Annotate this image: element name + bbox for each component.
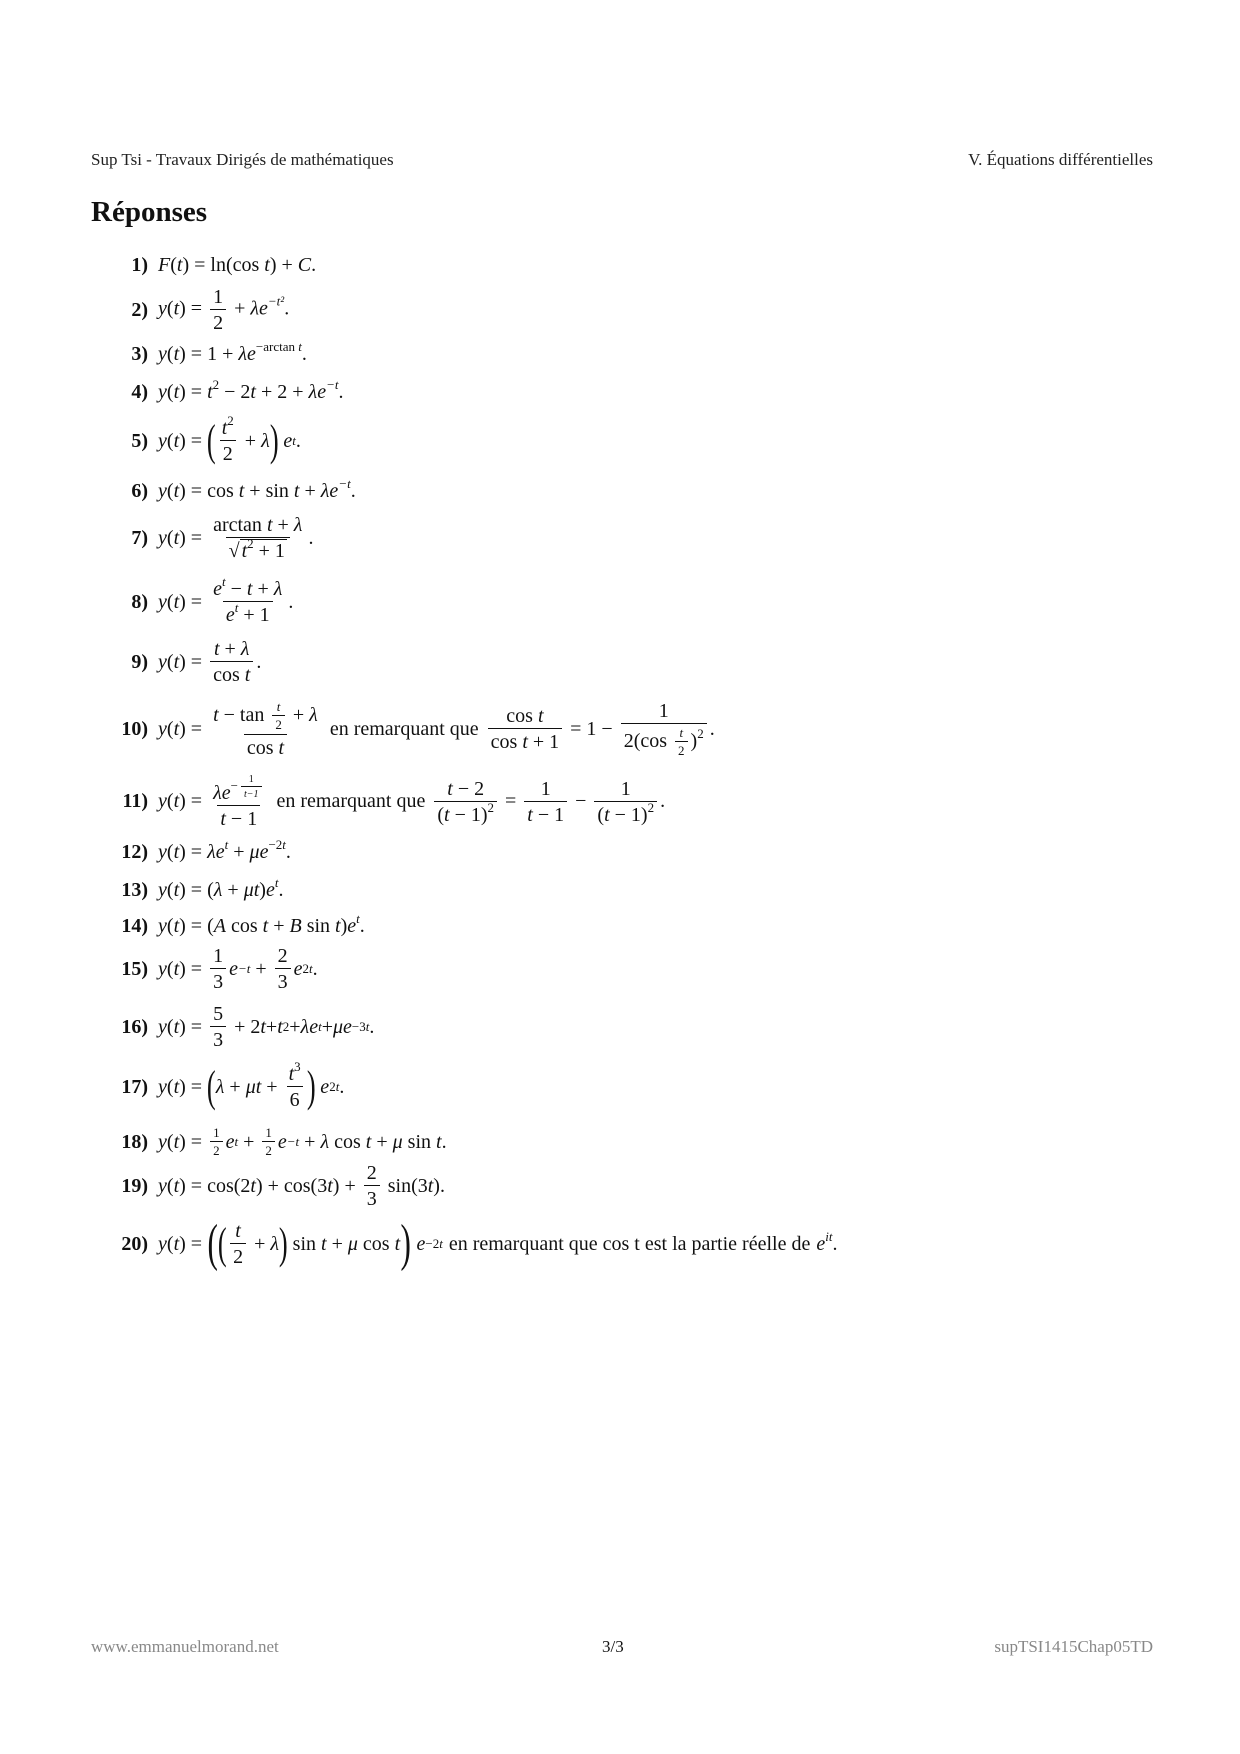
footer-page-number: 3/3 [602,1637,624,1656]
answer-7 [100,514,313,562]
answer-number: 1) [131,254,148,276]
answer-number: 11) [122,790,148,813]
answer-6 [100,476,356,503]
header-course-title: Sup Tsi - Travaux Dirigés de mathématiques [91,150,394,169]
answer-expression: $y(t) = \lambda e^t + \mu e^{-2t}$. [158,837,291,863]
remark-expression: $\frac{t - 2}{(t - 1)^2}$ = $\frac{1}{t - 1}$ − $\frac{1}{(t - 1)^2}$ . [431,778,665,826]
answer-number: 9) [131,650,148,673]
remark-label: en remarquant que [276,790,426,813]
remark-label: en remarquant que cos t est la partie réelle de [448,1232,811,1255]
answer-5 [100,413,301,465]
answer-number: 10) [121,717,148,740]
answer-13 [100,875,284,902]
remark-expression: $e^{it}$. [816,1228,838,1255]
answer-expression: $y(t) = t^2 - 2t + 2 + \lambda e^{-t}$. [158,377,344,403]
answer-number: 8) [131,590,148,613]
answer-expression: $y(t) = 1 + \lambda e^{-arctan t}$. [158,339,307,365]
answer-1 [100,254,316,277]
answer-8 [100,574,294,626]
answer-10 [100,700,715,759]
answer-expression: y ( t ) = $\frac{t + \lambda}{\text{cos t}}$ . [158,638,262,686]
answer-number: 20) [121,1232,148,1255]
answer-expression: $y(t) = (\lambda + \mu t)e^t$. [158,875,284,901]
answer-expression: y ( t ) = t − tan $\frac{t}{2}$ + λ cos t [158,699,318,759]
page-title: Réponses [91,196,208,228]
answer-14 [100,911,365,938]
answer-11 [100,774,665,830]
answer-19 [100,1162,445,1210]
answer-9 [100,638,261,686]
answer-number: 16) [121,1015,148,1038]
answer-number: 19) [121,1174,148,1197]
answer-17 [100,1059,345,1111]
answer-number: 13) [121,879,148,901]
header-chapter-title: V. Équations différentielles [968,150,1153,169]
answer-number: 7) [131,526,148,549]
remark-label: en remarquant que [329,717,479,740]
answer-16 [100,1003,374,1051]
answer-expression: y ( t ) = ( $\frac{t^2}{2}$ + λ ) e t . [158,413,301,465]
answer-expression: y ( t ) = $\frac{e^t - t + \lambda}{e^t + 1}$ . [158,574,294,626]
answer-number: 14) [121,915,148,937]
footer-document-id: supTSI1415Chap05TD [994,1637,1153,1656]
answer-number: 2) [131,298,148,321]
answer-expression: y ( t ) = cos(2 t ) + cos(3 t ) + $\frac{2}{3}$ sin(3 t ). [158,1162,445,1210]
answer-number: 3) [131,343,148,365]
answer-expression: y ( t ) = ( λ + μt + $\frac{t^3}{6}$ ) e 2t . [158,1059,345,1111]
answer-expression: $y(t) = \cos t + \sin t + \lambda e^{-t}$. [158,476,356,502]
answer-number: 4) [131,381,148,403]
answer-number: 15) [121,957,148,980]
answer-expression: y(t) = (A cos t + B $\sin t)e^t$. [158,911,365,937]
answer-expression: y ( t ) = $\frac{1}{3}$ e −t + $\frac{2}{3}$ e 2t . [158,945,318,993]
answer-18 [100,1126,447,1159]
footer-website: www.emmanuelmorand.net [91,1637,279,1656]
answer-number: 5) [131,429,148,452]
answer-expression: y ( t ) = $\frac{5}{3}$ + 2 t + t 2 + λe t + μe −3t . [158,1003,375,1051]
answer-number: 6) [131,480,148,502]
answer-expression: y ( t ) = ( ( $\frac{t}{2}$ + λ ) sin t + μ cos t ) e −2t [158,1215,443,1272]
answer-expression: y ( t ) = $\lambda e^{- \frac{1}{t-1}}$ t − 1 [158,774,271,830]
answer-number: 12) [121,841,148,863]
answer-3 [100,339,307,366]
remark-expression: $\frac{\text{cos t}}{\text{cos t + 1}}$ = 1 − 1 2(cos $\frac{t}{2}$ )$^2$ . [485,700,715,759]
answer-15 [100,945,318,993]
answer-12 [100,837,291,864]
answer-number: 18) [121,1130,148,1153]
answer-expression: y ( t ) = $\frac{\text{arctan t + λ}}{√ t^2 + 1}$ . [158,514,314,562]
answer-number: 17) [121,1075,148,1098]
answer-expression: y(t) = $\frac{1}{2}$ + $\lambda e^{-t^2}$. [158,286,290,334]
answer-expression: y ( t ) = $\frac{1}{2}$ e t + $\frac{1}{2}$ e −t + λ cos t + μ sin t . [158,1125,447,1159]
answer-expression: F(t) = ln(cos t) + C. [158,254,317,276]
answer-20 [100,1215,838,1272]
answer-4 [100,377,344,404]
answer-2 [100,286,289,334]
